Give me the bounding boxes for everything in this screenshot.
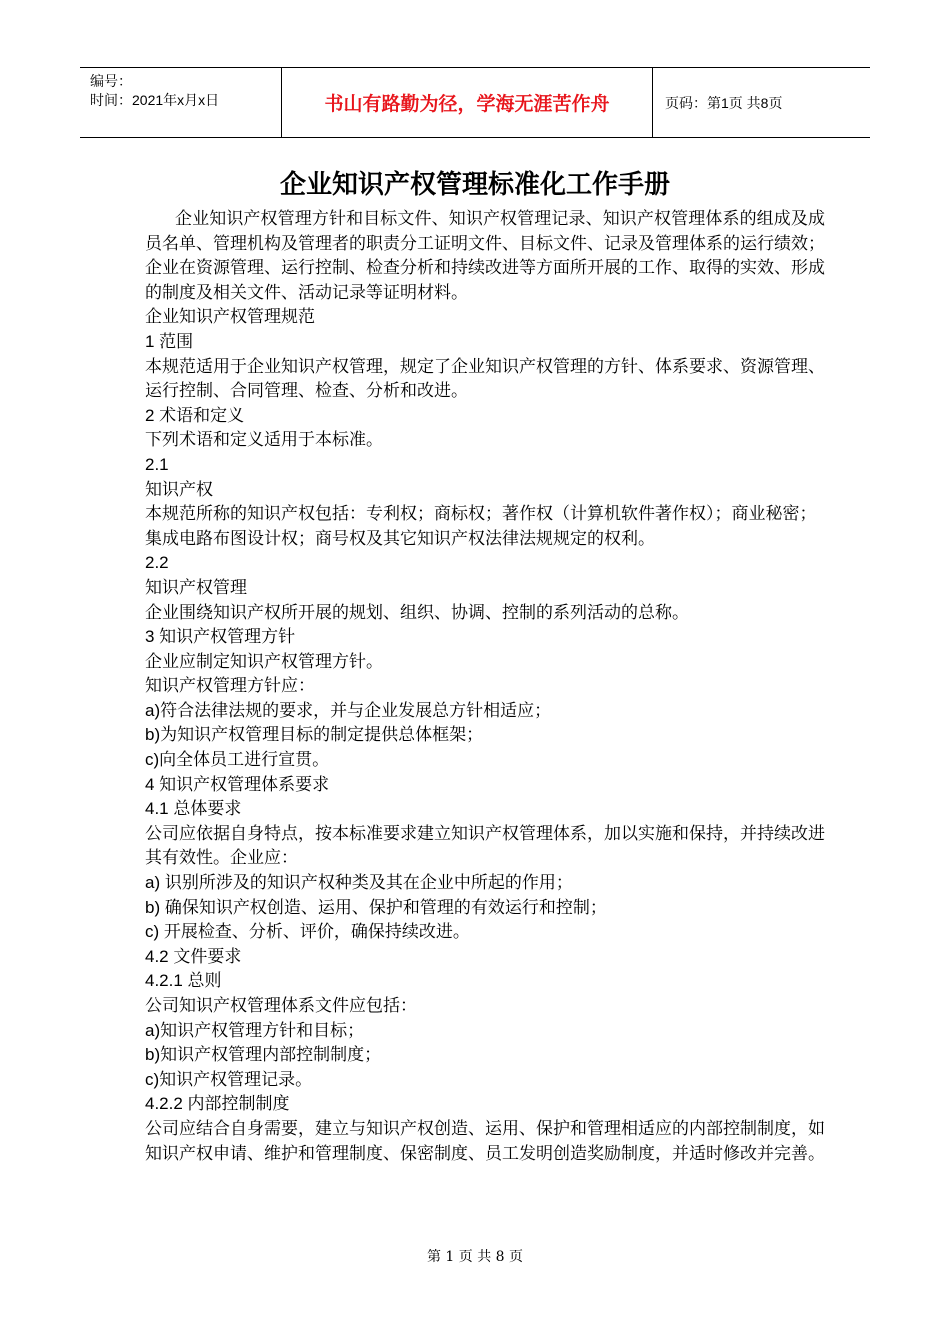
section-heading: 企业知识产权管理规范 bbox=[145, 307, 315, 328]
paragraph: 公司知识产权管理体系文件应包括： bbox=[145, 996, 417, 1016]
paragraph: 企业应制定知识产权管理方针。 bbox=[145, 651, 383, 672]
paragraph: 公司应结合自身需要，建立与知识产权创造、运用、保护和管理相适应的内部控制制度，如知识产权申请、维护和管理制度、保密制度、员工发明创造奖励制度，并适时修改并完善。 bbox=[145, 1118, 825, 1164]
header-meta bbox=[80, 68, 281, 137]
list-item: b)知识产权管理内部控制制度； bbox=[145, 1045, 382, 1065]
header-page-info: 页码：第1页 共8页 bbox=[665, 94, 783, 111]
list-item: a) 识别所涉及的知识产权种类及其在企业中所起的作用； bbox=[145, 873, 573, 893]
page-footer: 第 1 页 共 8 页 bbox=[426, 1249, 524, 1265]
paragraph: 下列术语和定义适用于本标准。 bbox=[145, 430, 383, 451]
section-number: 2.2 bbox=[145, 553, 169, 573]
subsection-heading: 4.1 总体要求 bbox=[145, 799, 242, 819]
section-heading: 4 知识产权管理体系要求 bbox=[145, 774, 330, 794]
list-item: c) 开展检查、分析、评价，确保持续改进。 bbox=[145, 922, 470, 942]
paragraph: 公司应依据自身特点，按本标准要求建立知识产权管理体系，加以实施和保持，并持续改进其有效性。企业应： bbox=[145, 823, 825, 869]
intro-paragraph: 企业知识产权管理方针和目标文件、知识产权管理记录、知识产权管理体系的组成及成员名单、管理机构及管理者的职责分工证明文件、目标文件、记录及管理体系的运行绩效；企业在资源管理、运行控制、检查分析和持续改进等方面所开展的工作、取得的实效、形成的制度及相关文件、活动记录等证明材料。 bbox=[145, 209, 825, 303]
page-header bbox=[80, 67, 870, 138]
section-heading: 2 术语和定义 bbox=[145, 405, 245, 425]
paragraph: 企业围绕知识产权所开展的规划、组织、协调、控制的系列活动的总称。 bbox=[145, 602, 689, 623]
term-heading: 知识产权管理 bbox=[145, 577, 247, 598]
subsection-heading: 4.2.2 内部控制制度 bbox=[145, 1094, 290, 1114]
section-heading: 1 范围 bbox=[145, 331, 194, 351]
list-item: a)知识产权管理方针和目标； bbox=[145, 1020, 365, 1040]
section-heading: 3 知识产权管理方针 bbox=[145, 627, 296, 647]
section-number: 2.1 bbox=[145, 454, 169, 474]
document-date: 时间：2021年x月x日 bbox=[90, 92, 220, 108]
document-body bbox=[145, 207, 825, 1166]
paragraph: 知识产权管理方针应： bbox=[145, 676, 315, 697]
list-item: b) 确保知识产权创造、运用、保护和管理的有效运行和控制； bbox=[145, 897, 607, 917]
subsection-heading: 4.2 文件要求 bbox=[145, 946, 242, 966]
paragraph: 本规范所称的知识产权包括：专利权；商标权；著作权（计算机软件著作权）；商业秘密；集成电路布图设计权；商号权及其它知识产权法律法规规定的权利。 bbox=[145, 504, 817, 549]
list-item: c)知识产权管理记录。 bbox=[145, 1069, 313, 1089]
list-item: b)为知识产权管理目标的制定提供总体框架； bbox=[145, 725, 484, 745]
paragraph: 本规范适用于企业知识产权管理，规定了企业知识产权管理的方针、体系要求、资源管理、运行控制、合同管理、检查、分析和改进。 bbox=[145, 356, 825, 402]
document-title: 企业知识产权管理标准化工作手册 bbox=[279, 170, 670, 200]
list-item: a)符合法律法规的要求，并与企业发展总方针相适应； bbox=[145, 700, 552, 720]
term-heading: 知识产权 bbox=[145, 479, 213, 500]
header-motto: 书山有路勤为径，学海无涯苦作舟 bbox=[281, 68, 653, 137]
subsection-heading: 4.2.1 总则 bbox=[145, 971, 222, 991]
document-number-label: 编号： bbox=[90, 73, 132, 89]
list-item: c)向全体员工进行宣贯。 bbox=[145, 750, 330, 770]
